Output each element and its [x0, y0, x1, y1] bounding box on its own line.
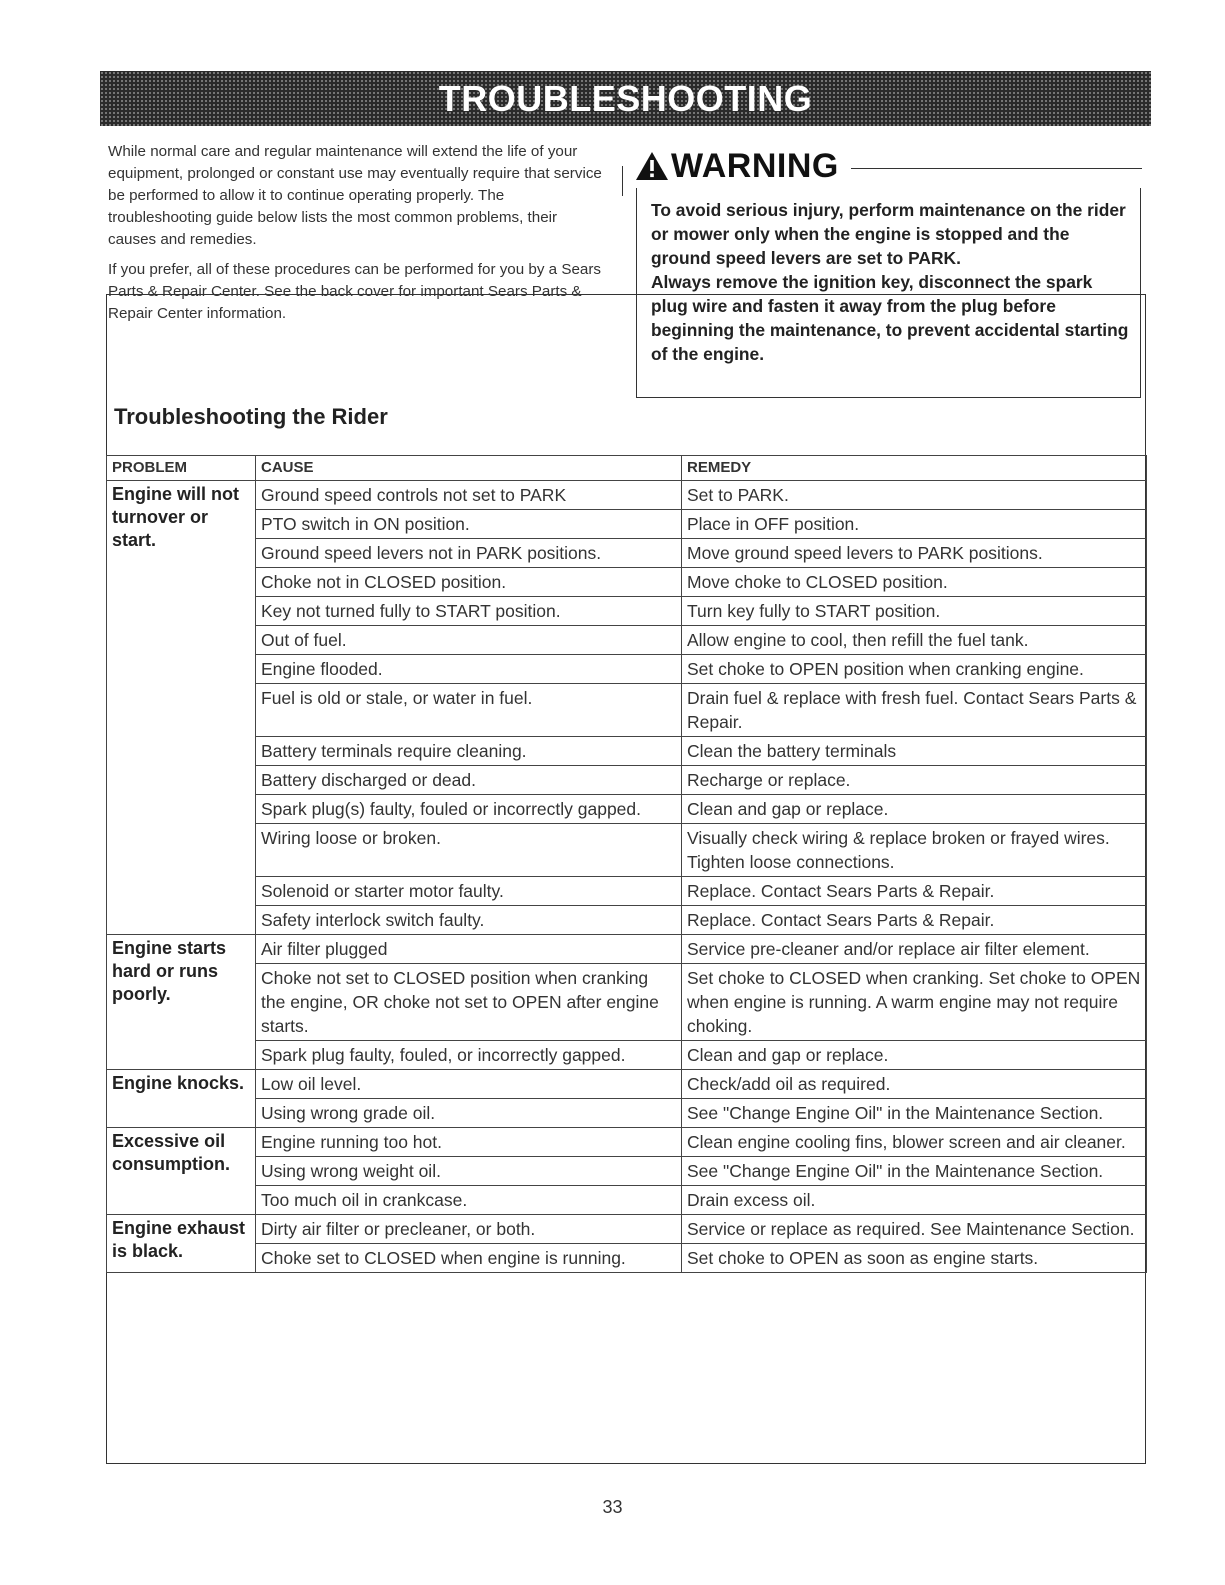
remedy-cell: Clean and gap or replace.	[682, 795, 1147, 824]
warning-label: WARNING	[671, 146, 839, 185]
table-row	[107, 1157, 1147, 1186]
warning-text-2: Always remove the ignition key, disconnect the spark plug wire and fasten it away from the plug before beginning the maintenance, to prevent accidental starting of the engine.	[651, 272, 1129, 364]
remedy-cell: Set choke to OPEN position when cranking engine.	[682, 655, 1147, 684]
warning-text-1: To avoid serious injury, perform maintenance on the rider or mower only when the engine is stopped and the ground speed levers are set to PARK.	[651, 200, 1126, 268]
cause-cell: PTO switch in ON position.	[256, 510, 682, 539]
cause-cell: Fuel is old or stale, or water in fuel.	[256, 684, 682, 737]
cause-cell: Battery terminals require cleaning.	[256, 737, 682, 766]
header-cause: CAUSE	[256, 456, 682, 481]
table-row	[107, 1041, 1147, 1070]
table-row	[107, 539, 1147, 568]
cause-cell: Low oil level.	[256, 1070, 682, 1099]
table-row	[107, 1099, 1147, 1128]
table-row	[107, 964, 1147, 1041]
problem-cell: Engine exhaust is black.	[107, 1215, 256, 1273]
table-row	[107, 510, 1147, 539]
intro-paragraph-1: While normal care and regular maintenance will extend the life of your equipment, prolonged or constant use may eventually require that service be performed to allow it to continue operating properly. The troubleshooting guide below lists the most common problems, their causes and remedies.	[108, 143, 602, 248]
remedy-cell: Set to PARK.	[682, 481, 1147, 510]
cause-cell: Out of fuel.	[256, 626, 682, 655]
troubleshooting-table	[106, 455, 1147, 1273]
table-row	[107, 1128, 1147, 1157]
cause-cell: Engine running too hot.	[256, 1128, 682, 1157]
remedy-cell: Check/add oil as required.	[682, 1070, 1147, 1099]
table-row	[107, 684, 1147, 737]
remedy-cell: Move choke to CLOSED position.	[682, 568, 1147, 597]
table-row	[107, 481, 1147, 510]
problem-cell: Engine starts hard or runs poorly.	[107, 935, 256, 1070]
remedy-cell: Clean the battery terminals	[682, 737, 1147, 766]
table-row	[107, 568, 1147, 597]
remedy-cell: Visually check wiring & replace broken or frayed wires. Tighten loose connections.	[682, 824, 1147, 877]
remedy-cell: Service pre-cleaner and/or replace air filter element.	[682, 935, 1147, 964]
cause-cell: Choke set to CLOSED when engine is running.	[256, 1244, 682, 1273]
troubleshooting-title: Troubleshooting the Rider	[114, 404, 388, 429]
cause-cell: Engine flooded.	[256, 655, 682, 684]
remedy-cell: Set choke to CLOSED when cranking. Set choke to OPEN when engine is running. A warm engine may not require choking.	[682, 964, 1147, 1041]
table-row	[107, 877, 1147, 906]
cause-cell: Battery discharged or dead.	[256, 766, 682, 795]
table-row	[107, 1186, 1147, 1215]
problem-cell: Engine knocks.	[107, 1070, 256, 1128]
problem-cell: Excessive oil consumption.	[107, 1128, 256, 1215]
remedy-cell: Drain excess oil.	[682, 1186, 1147, 1215]
cause-cell: Too much oil in crankcase.	[256, 1186, 682, 1215]
cause-cell: Ground speed controls not set to PARK	[256, 481, 682, 510]
table-row	[107, 935, 1147, 964]
warning-triangle-icon	[635, 150, 669, 182]
problem-cell: Engine will not turnover or start.	[107, 481, 256, 935]
table-row	[107, 626, 1147, 655]
cause-cell: Spark plug(s) faulty, fouled or incorrectly gapped.	[256, 795, 682, 824]
cause-cell: Safety interlock switch faulty.	[256, 906, 682, 935]
remedy-cell: See "Change Engine Oil" in the Maintenance Section.	[682, 1157, 1147, 1186]
remedy-cell: Allow engine to cool, then refill the fuel tank.	[682, 626, 1147, 655]
warning-header	[622, 142, 1142, 190]
remedy-cell: Place in OFF position.	[682, 510, 1147, 539]
section-banner	[100, 71, 1151, 126]
table-row	[107, 824, 1147, 877]
remedy-cell: See "Change Engine Oil" in the Maintenance Section.	[682, 1099, 1147, 1128]
table-header-row	[107, 456, 1147, 481]
page-number: 33	[602, 1497, 623, 1517]
cause-cell: Choke not set to CLOSED position when cranking the engine, OR choke not set to OPEN after engine starts.	[256, 964, 682, 1041]
cause-cell: Solenoid or starter motor faulty.	[256, 877, 682, 906]
table-body	[107, 481, 1147, 1273]
cause-cell: Ground speed levers not in PARK positions.	[256, 539, 682, 568]
remedy-cell: Recharge or replace.	[682, 766, 1147, 795]
remedy-cell: Replace. Contact Sears Parts & Repair.	[682, 877, 1147, 906]
cause-cell: Choke not in CLOSED position.	[256, 568, 682, 597]
remedy-cell: Clean engine cooling fins, blower screen and air cleaner.	[682, 1128, 1147, 1157]
intro-paragraph-2: If you prefer, all of these procedures can be performed for you by a Sears Parts & Repair Center. See the back cover for important Sears Parts & Repair Center information.	[108, 261, 602, 322]
banner-title: TROUBLESHOOTING	[438, 77, 813, 119]
table-row	[107, 1215, 1147, 1244]
cause-cell: Using wrong weight oil.	[256, 1157, 682, 1186]
cause-cell: Spark plug faulty, fouled, or incorrectly gapped.	[256, 1041, 682, 1070]
remedy-cell: Service or replace as required. See Maintenance Section.	[682, 1215, 1147, 1244]
remedy-cell: Replace. Contact Sears Parts & Repair.	[682, 906, 1147, 935]
table-row	[107, 1070, 1147, 1099]
remedy-cell: Set choke to OPEN as soon as engine starts.	[682, 1244, 1147, 1273]
table-row	[107, 795, 1147, 824]
cause-cell: Dirty air filter or precleaner, or both.	[256, 1215, 682, 1244]
header-remedy: REMEDY	[682, 456, 1147, 481]
remedy-cell: Turn key fully to START position.	[682, 597, 1147, 626]
table-row	[107, 655, 1147, 684]
cause-cell: Using wrong grade oil.	[256, 1099, 682, 1128]
table-row	[107, 1244, 1147, 1273]
cause-cell: Key not turned fully to START position.	[256, 597, 682, 626]
table-row	[107, 737, 1147, 766]
cause-cell: Wiring loose or broken.	[256, 824, 682, 877]
remedy-cell: Clean and gap or replace.	[682, 1041, 1147, 1070]
remedy-cell: Drain fuel & replace with fresh fuel. Contact Sears Parts & Repair.	[682, 684, 1147, 737]
header-problem: PROBLEM	[107, 456, 256, 481]
table-row	[107, 906, 1147, 935]
cause-cell: Air filter plugged	[256, 935, 682, 964]
table-row	[107, 766, 1147, 795]
remedy-cell: Move ground speed levers to PARK positions.	[682, 539, 1147, 568]
table-row	[107, 597, 1147, 626]
